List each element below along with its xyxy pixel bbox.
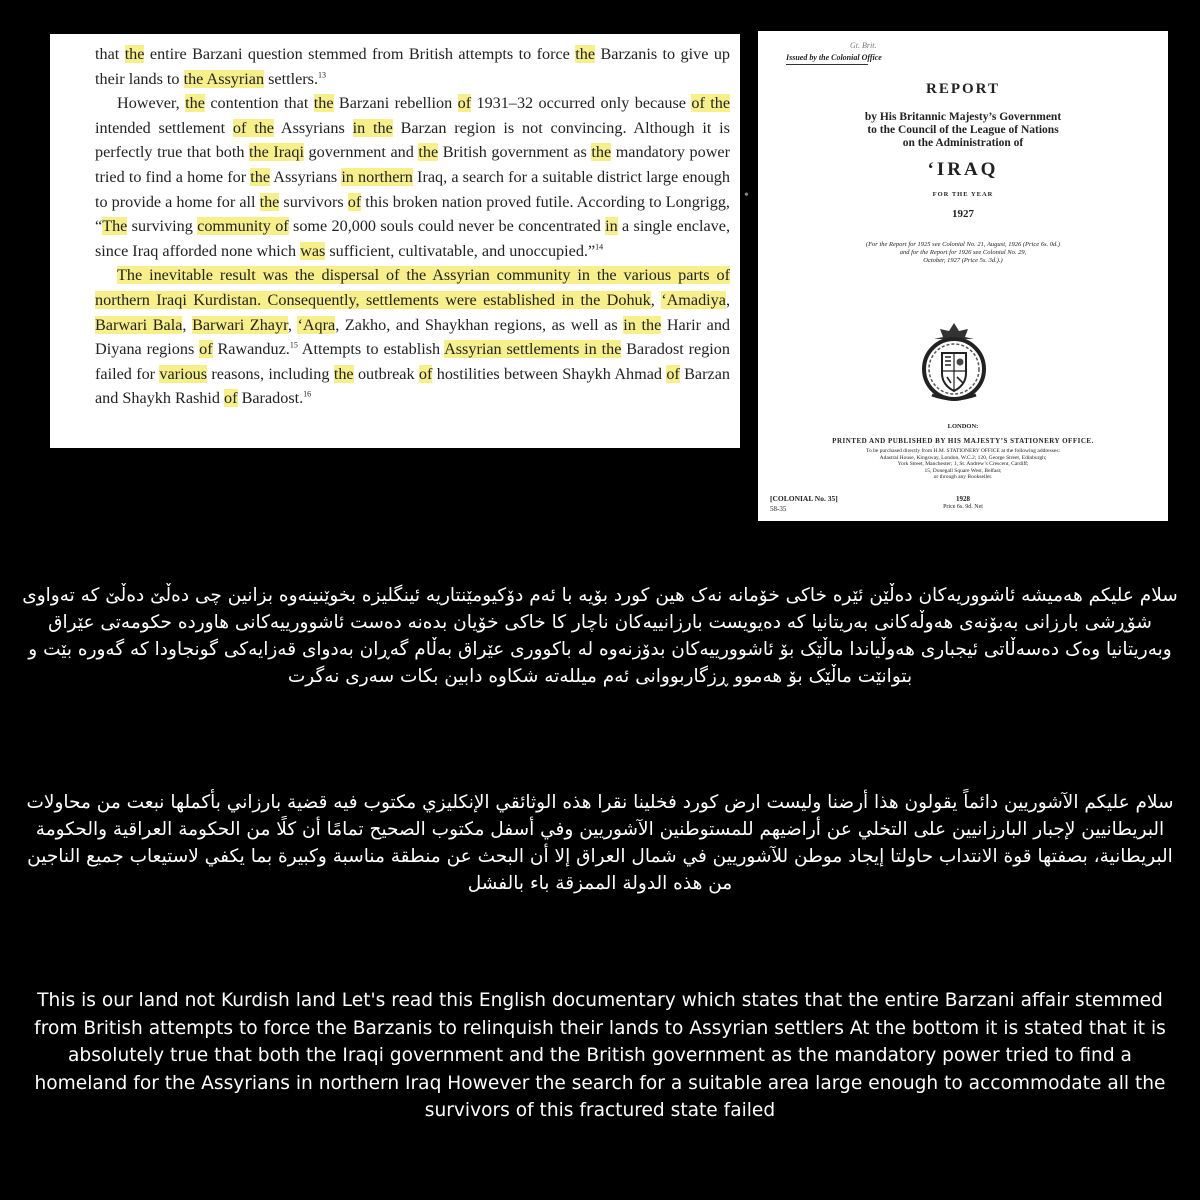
highlight: the Assyrian — [183, 69, 265, 88]
publication-year: 1928 — [956, 495, 970, 503]
colonial-number: [COLONIAL No. 35] — [770, 494, 838, 503]
report-country: ‘IRAQ — [927, 159, 999, 180]
report-cover-image — [758, 31, 1168, 521]
previous-reports-note: (For the Report for 1925 see Colonial No. 21, August, 1926 (Price 6s. 0d.) and for the Report for 1926 see Colonial No. 29, October, 1927 (Price 5s. 3d.).) — [865, 241, 1061, 264]
excerpt-paragraph-2: However, the contention that the Barzani rebellion of 1931–32 occurred only because of the intended settlement of the Assyrians in the Barzan region is not convincing. Although it is perfectly true that both the Iraqi government and the British government as the mandatory power tried to find a home for the Assyrians in northern Iraq, a search for a suitable district large enough to provide a home for all the survivors of this broken nation proved futile. According to Longrigg, “The surviving community of some 20,000 souls could never be concentrated in a single enclave, since Iraq afforded none which was sufficient, cultivatable, and unoccupied.”$^{14}$ — [95, 94, 731, 260]
excerpt-paragraph-1: that the entire Barzani question stemmed from British attempts to force the Barzanis to give up their lands to the Assyrian settlers.$^{13}$ — [95, 45, 731, 88]
catalogue-code: 58-35 — [770, 505, 787, 513]
issued-by-line: Issued by the Colonial Office — [786, 53, 882, 62]
report-title: REPORT — [926, 81, 1000, 97]
for-the-year-label: FOR THE YEAR — [932, 191, 994, 198]
footnote-16: 16 — [303, 389, 312, 399]
report-year: 1927 — [952, 208, 974, 220]
report-by-block: by His Britannic Majesty’s Government to the Council of the League of Nations on the Administration of — [864, 111, 1062, 149]
margin-dot: • — [744, 188, 749, 203]
caption-arabic: سلام عليكم الآشوريين دائماً يقولون هذا أرضنا وليست ارض كورد فخلينا نقرا هذه الوثائقي الإنكليزي مكتوب فيه قضية بارزاني بأكملها نبعت من محاولات البريطانيين لإجبار البارزانيين على التخلي عن أراضيهم للمستوطنين الآشوريين وفي أسفل مكتوب الصحيح تمامًا أن كلًا من الحكومة العراقية والحكومة البريطانية، بصفتها قوة الانتداب حاولتا إيجاد موطن للآشوريين في شمال العراق إلا أن البحث عن منطقة مناسبة وكبيرة بما يكفي لاستيعاب جميع الناجين من هذه الدولة الممزقة باء بالفشل — [26, 792, 1174, 894]
highlight: the — [575, 45, 596, 63]
caption-kurdish: سلام علیکم هەمیشە ئاشووریەکان دەڵێن ئێرە خاکی خۆمانە نەک هین کورد بۆیە با ئەم دۆکیومێنتاریە ئینگلیزە بخوێنینەوە بزانین چی دەڵێ دەڵێ کە تەواوی شۆڕشی بارزانی بەبۆنەی هەوڵەکانی بەریتانیا کە دەیویست بارزانییەکان ناچار کا خاکی خۆیان بدەنە دەست ئاشوورییەکانی هاوردە حکومەتی عێراق وبەریتانیا وەک دەسەڵاتی ئیجباری هەوڵیاندا ماڵێک بۆ ئاشوورییەکان بدۆزنەوە لە باکووری عێراق بەڵام گەڕان بەدوای قەزایەکی گونجاودا کە گەورە بێت و بتوانێت ماڵێک بۆ هەموو ڕزگاربووانی ئەم میللەتە شکاوە دابین بکات سەری نەگرت — [22, 585, 1178, 687]
caption-english: This is our land not Kurdish land Let's read this English documentary which states that the entire Barzani affair stemmed from British attempts to force the Barzanis to relinquish their lands to Assyrian settlers At the bottom it is stated that it is absolutely true that both the Iraqi government and the British government as the mandatory power tried to find a homeland for the Assyrians in northern Iraq However the search for a suitable area large enough to accommodate all the survivors of this fractured state failed — [34, 990, 1166, 1121]
footnote-13: 13 — [318, 70, 327, 80]
issued-underline — [786, 64, 868, 65]
royal-crest-icon — [918, 319, 990, 401]
excerpt-paragraph-3: The inevitable result was the dispersal of the Assyrian community in the various parts of northern Iraqi Kurdistan. Consequently, settlements were established in the Dohuk, ‘Amadiya, Barwari Bala, Barwari Zhayr, ‘Aqra, Zakho, and Shaykhan regions, as well as in the Harir and Diyana regions of Rawanduz.$^{15}$ Attempts to establish Assyrian settlements in the Baradost region failed for various reasons, including the outbreak of hostilities between Shaykh Ahmad of Barzan and Shaykh Rashid of Baradost.$^{16}$ — [95, 266, 731, 408]
highlight: the — [124, 45, 145, 63]
footnote-15: 15 — [289, 340, 298, 350]
handwritten-mark: Gt. Brit. — [850, 41, 877, 50]
footnote-14: 14 — [595, 242, 604, 252]
purchase-addresses: To be purchased directly from H.M. STATIONERY OFFICE at the following addresses: Adastral House, Kingsway, London, W.C.2; 120, George Street, Edinburgh; York Street, Manchester; 1, St. Andrew’s Crescent, Cardiff; 15, Donegall Square West, Belfast; or through any Bookseller. — [865, 448, 1061, 481]
price-label: Price 6s. 9d. Net — [943, 504, 983, 510]
place-of-publication: LONDON: — [947, 423, 979, 430]
book-excerpt-image — [50, 34, 749, 448]
printer-line: PRINTED AND PUBLISHED BY HIS MAJESTY’S STATIONERY OFFICE. — [832, 437, 1094, 445]
